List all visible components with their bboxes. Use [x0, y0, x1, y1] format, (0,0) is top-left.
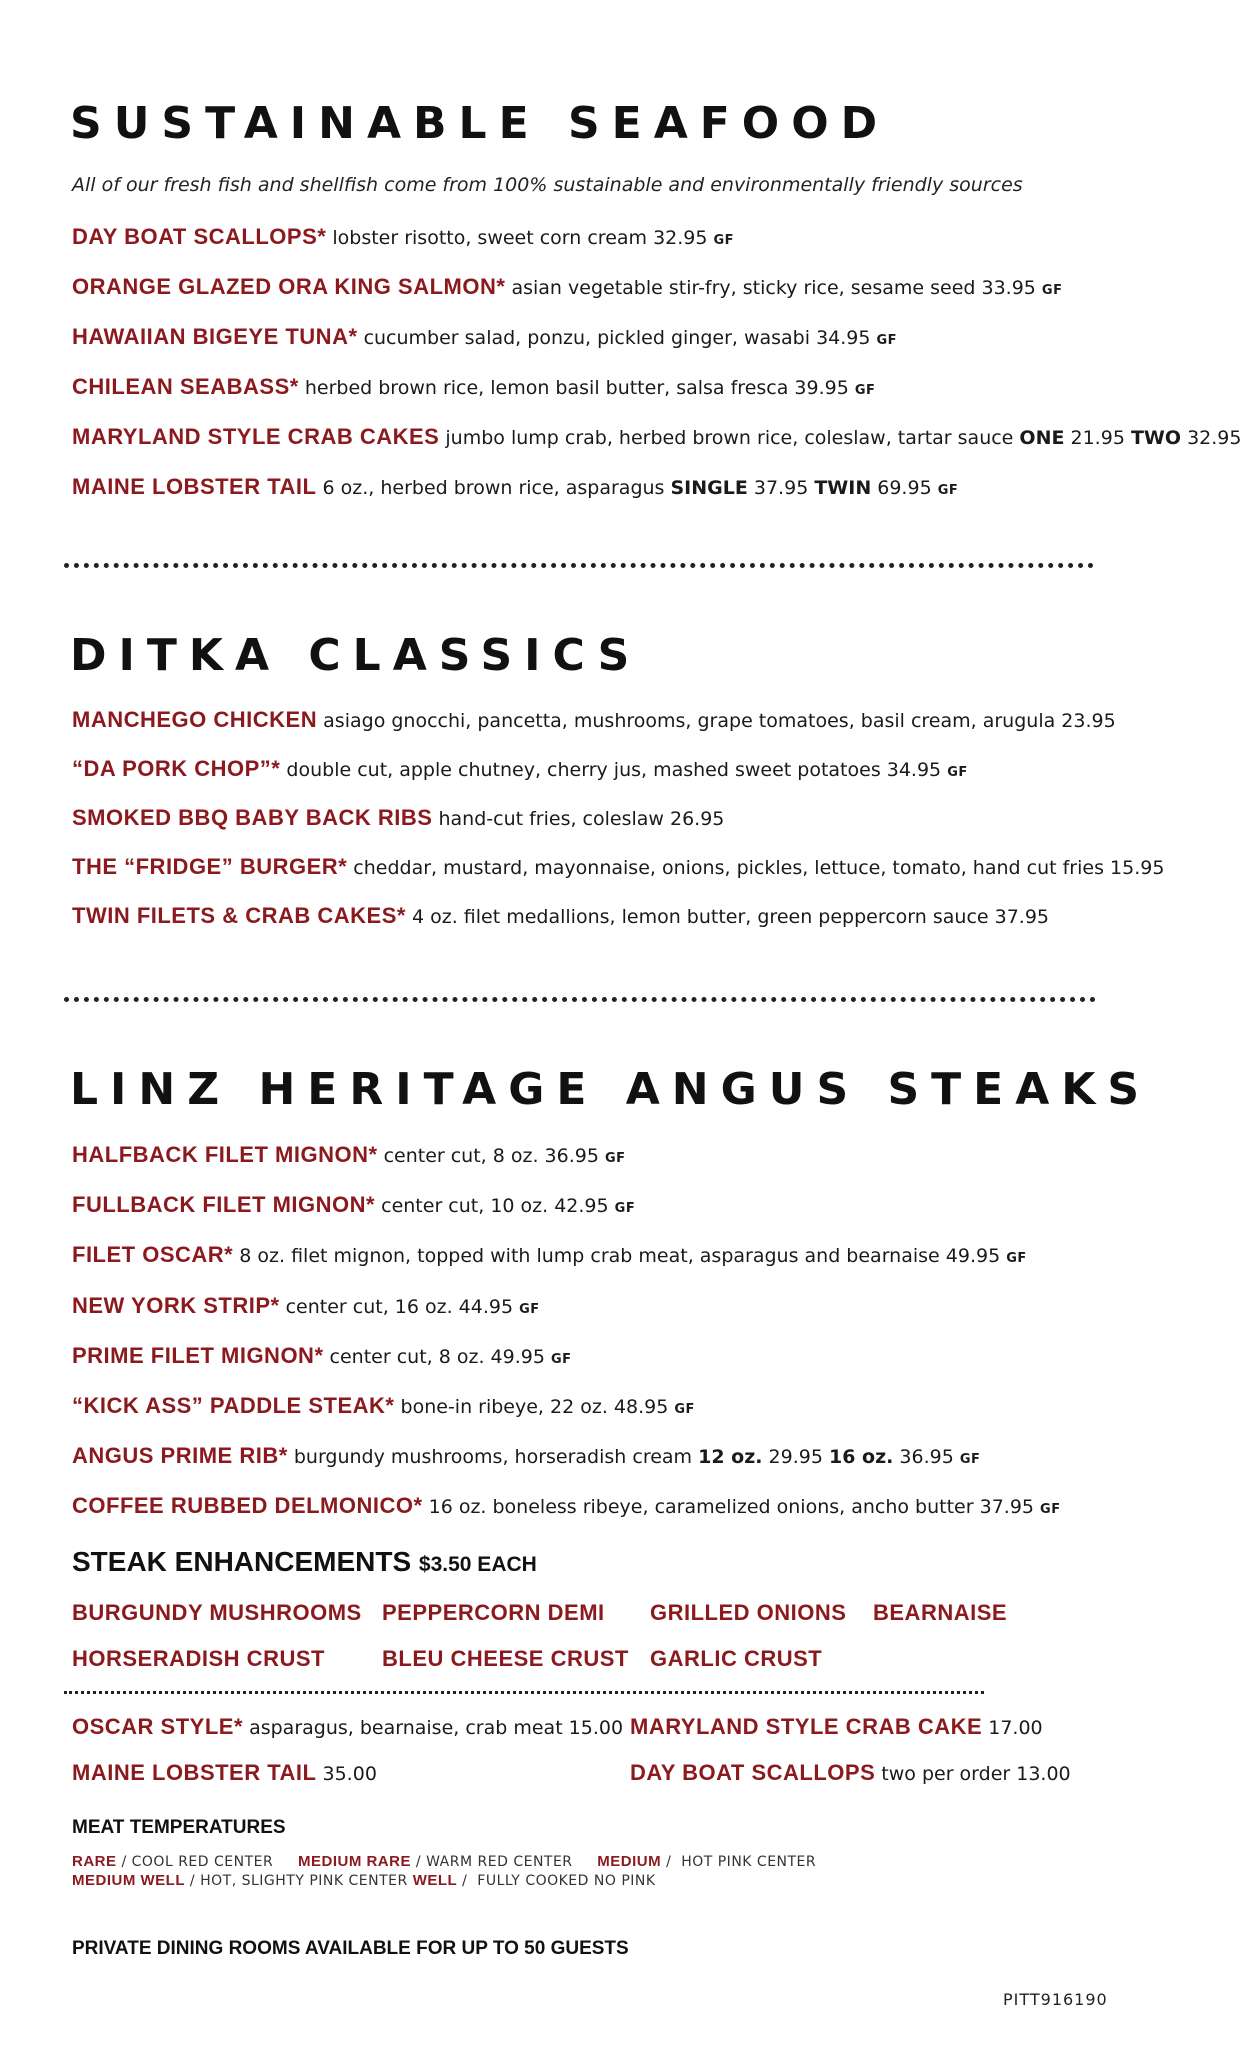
- section-divider: [64, 997, 1096, 1002]
- item-name: OSCAR STYLE*: [72, 1714, 244, 1739]
- item-name: TWIN FILETS & CRAB CAKES*: [72, 903, 406, 928]
- menu-item: [72, 1193, 635, 1221]
- item-name: THE “FRIDGE” BURGER*: [72, 854, 348, 879]
- addon-item: [630, 1760, 1071, 1786]
- menu-code: PITT916190: [1003, 1990, 1108, 2009]
- menu-item: [72, 1243, 1027, 1271]
- section-title-seafood: SUSTAINABLE SEAFOOD: [70, 98, 890, 149]
- private-dining-note: PRIVATE DINING ROOMS AVAILABLE FOR UP TO 50 GUESTS: [72, 1938, 629, 1959]
- item-desc: center cut, 10 oz. 42.95: [375, 1195, 615, 1217]
- menu-item: [72, 325, 897, 353]
- item-name: FILET OSCAR*: [72, 1242, 234, 1267]
- addon-item: [72, 1760, 377, 1786]
- portion-price: 29.95: [762, 1446, 829, 1468]
- item-desc: center cut, 8 oz. 36.95: [377, 1145, 605, 1167]
- menu-item: [72, 1394, 695, 1422]
- gluten-free-mark: GF: [550, 1352, 572, 1367]
- portion-price: 37.95: [747, 477, 815, 499]
- gluten-free-mark: GF: [959, 1452, 981, 1467]
- item-name: DAY BOAT SCALLOPS: [630, 1760, 876, 1785]
- section-divider: [64, 563, 1094, 568]
- menu-item: [72, 1344, 572, 1372]
- item-desc: 4 oz. filet medallions, lemon butter, green peppercorn sauce 37.95: [405, 906, 1050, 928]
- item-name: CHILEAN SEABASS*: [72, 374, 299, 399]
- enhancement-item: GARLIC CRUST: [650, 1646, 823, 1671]
- gluten-free-mark: GF: [1006, 1251, 1027, 1266]
- gluten-free-mark: GF: [876, 333, 898, 348]
- gluten-free-mark: GF: [605, 1151, 626, 1166]
- menu-item: [72, 1143, 626, 1171]
- enhancements-heading: STEAK ENHANCEMENTS: [72, 1546, 412, 1577]
- temperature-name: MEDIUM WELL: [72, 1872, 185, 1889]
- item-name: SMOKED BBQ BABY BACK RIBS: [72, 805, 433, 830]
- menu-item: [72, 904, 1049, 929]
- temperature-desc: / COOL RED CENTER: [116, 1854, 298, 1870]
- gluten-free-mark: GF: [519, 1302, 540, 1317]
- item-desc: jumbo lump crab, herbed brown rice, coleslaw, tartar sauce: [439, 427, 1020, 449]
- enhancement-item: GRILLED ONIONS: [650, 1600, 847, 1625]
- gluten-free-mark: GF: [947, 765, 968, 780]
- temperature-name: MEDIUM: [597, 1853, 662, 1870]
- enhancement-item: BEARNAISE: [873, 1600, 1008, 1625]
- portion-option: TWO: [1130, 427, 1182, 449]
- portion-option: 16 oz.: [828, 1446, 894, 1468]
- item-desc: 6 oz., herbed brown rice, asparagus: [316, 477, 671, 499]
- portion-price: 32.95: [1181, 427, 1242, 449]
- temperatures-line: [72, 1853, 816, 1870]
- temperature-desc: / HOT PINK CENTER: [661, 1854, 817, 1870]
- temperature-name: MEDIUM RARE: [297, 1853, 411, 1870]
- enhancement-item: BURGUNDY MUSHROOMS: [72, 1600, 362, 1625]
- gluten-free-mark: GF: [937, 483, 959, 498]
- portion-price: 69.95: [871, 477, 938, 499]
- portion-option: TWIN: [814, 477, 872, 499]
- gluten-free-mark: GF: [854, 383, 876, 398]
- item-name: MAINE LOBSTER TAIL: [72, 1760, 317, 1785]
- menu-item: [72, 375, 875, 403]
- item-name: ORANGE GLAZED ORA KING SALMON*: [72, 274, 506, 299]
- item-desc: center cut, 16 oz. 44.95: [279, 1296, 520, 1318]
- item-name: PRIME FILET MIGNON*: [72, 1343, 324, 1368]
- portion-option: SINGLE: [670, 477, 748, 499]
- item-name: MARYLAND STYLE CRAB CAKES: [72, 424, 440, 449]
- item-name: DAY BOAT SCALLOPS*: [72, 224, 327, 249]
- enhancements-title: [72, 1546, 537, 1578]
- seafood-subtitle: All of our fresh fish and shellfish come from 100% sustainable and environmentally friendly sources: [72, 174, 1023, 196]
- menu-item: [72, 806, 724, 831]
- menu-item: [72, 1444, 980, 1472]
- item-name: NEW YORK STRIP*: [72, 1293, 280, 1318]
- temperature-name: RARE: [72, 1853, 117, 1870]
- item-name: HAWAIIAN BIGEYE TUNA*: [72, 324, 358, 349]
- item-desc: herbed brown rice, lemon basil butter, salsa fresca 39.95: [298, 377, 855, 399]
- item-name: “DA PORK CHOP”*: [72, 756, 281, 781]
- item-desc: 16 oz. boneless ribeye, caramelized onions, ancho butter 37.95: [422, 1496, 1041, 1518]
- gluten-free-mark: GF: [674, 1402, 695, 1417]
- menu-item: [72, 475, 958, 503]
- item-name: HALFBACK FILET MIGNON*: [72, 1142, 378, 1167]
- item-desc: 35.00: [316, 1763, 377, 1785]
- temperature-name: WELL: [412, 1872, 458, 1889]
- enhancement-item: BLEU CHEESE CRUST: [382, 1646, 629, 1671]
- item-desc: cucumber salad, ponzu, pickled ginger, wasabi 34.95: [357, 327, 877, 349]
- section-title-steaks: LINZ HERITAGE ANGUS STEAKS: [70, 1064, 1152, 1115]
- menu-item: [72, 225, 734, 253]
- gluten-free-mark: GF: [1040, 1502, 1061, 1517]
- item-desc: asian vegetable stir-fry, sticky rice, sesame seed 33.95: [505, 277, 1042, 299]
- menu-item: [72, 1494, 1061, 1522]
- item-desc: center cut, 8 oz. 49.95: [323, 1346, 551, 1368]
- section-title-classics: DITKA CLASSICS: [70, 630, 642, 681]
- item-desc: two per order 13.00: [875, 1763, 1071, 1785]
- item-desc: bone-in ribeye, 22 oz. 48.95: [394, 1396, 675, 1418]
- temperature-desc: / WARM RED CENTER: [410, 1854, 598, 1870]
- item-desc: burgundy mushrooms, horseradish cream: [287, 1446, 699, 1468]
- item-name: MAINE LOBSTER TAIL: [72, 474, 317, 499]
- portion-option: 12 oz.: [698, 1446, 763, 1468]
- gluten-free-mark: GF: [1041, 283, 1063, 298]
- portion-price: 21.95: [1064, 427, 1131, 449]
- item-desc: asiago gnocchi, pancetta, mushrooms, grape tomatoes, basil cream, arugula 23.95: [317, 710, 1116, 732]
- enhancements-divider: [64, 1691, 984, 1694]
- item-name: COFFEE RUBBED DELMONICO*: [72, 1493, 423, 1518]
- menu-item: [72, 855, 1164, 880]
- item-desc: 8 oz. filet mignon, topped with lump crab meat, asparagus and bearnaise 49.95: [233, 1245, 1007, 1267]
- item-desc: double cut, apple chutney, cherry jus, mashed sweet potatoes 34.95: [280, 759, 948, 781]
- portion-option: ONE: [1019, 427, 1065, 449]
- enhancements-price: $3.50 EACH: [418, 1553, 537, 1576]
- menu-item: [72, 708, 1116, 733]
- item-desc: lobster risotto, sweet corn cream 32.95: [326, 227, 714, 249]
- temperature-desc: / FULLY COOKED NO PINK: [457, 1873, 656, 1889]
- menu-item: [72, 275, 1062, 303]
- gluten-free-mark: GF: [713, 233, 735, 248]
- temperatures-line: [72, 1872, 656, 1889]
- item-name: ANGUS PRIME RIB*: [72, 1443, 288, 1468]
- item-desc: 17.00: [982, 1717, 1043, 1739]
- item-name: MANCHEGO CHICKEN: [72, 707, 318, 732]
- addon-item: [630, 1714, 1043, 1740]
- menu-item: [72, 757, 968, 785]
- item-name: MARYLAND STYLE CRAB CAKE: [630, 1714, 983, 1739]
- menu-item: [72, 1294, 540, 1322]
- item-desc: cheddar, mustard, mayonnaise, onions, pickles, lettuce, tomato, hand cut fries 15.95: [347, 857, 1165, 879]
- enhancement-item: HORSERADISH CRUST: [72, 1646, 325, 1671]
- item-desc: asparagus, bearnaise, crab meat 15.00: [243, 1717, 624, 1739]
- menu-item: [72, 425, 1241, 450]
- item-name: FULLBACK FILET MIGNON*: [72, 1192, 376, 1217]
- temperature-desc: / HOT, SLIGHTY PINK CENTER: [184, 1873, 413, 1889]
- temperatures-title: MEAT TEMPERATURES: [72, 1817, 286, 1838]
- item-name: “KICK ASS” PADDLE STEAK*: [72, 1393, 395, 1418]
- addon-item: [72, 1714, 623, 1740]
- gluten-free-mark: GF: [614, 1201, 636, 1216]
- item-desc: hand-cut fries, coleslaw 26.95: [432, 808, 725, 830]
- enhancement-item: PEPPERCORN DEMI: [382, 1600, 605, 1625]
- portion-price: 36.95: [893, 1446, 960, 1468]
